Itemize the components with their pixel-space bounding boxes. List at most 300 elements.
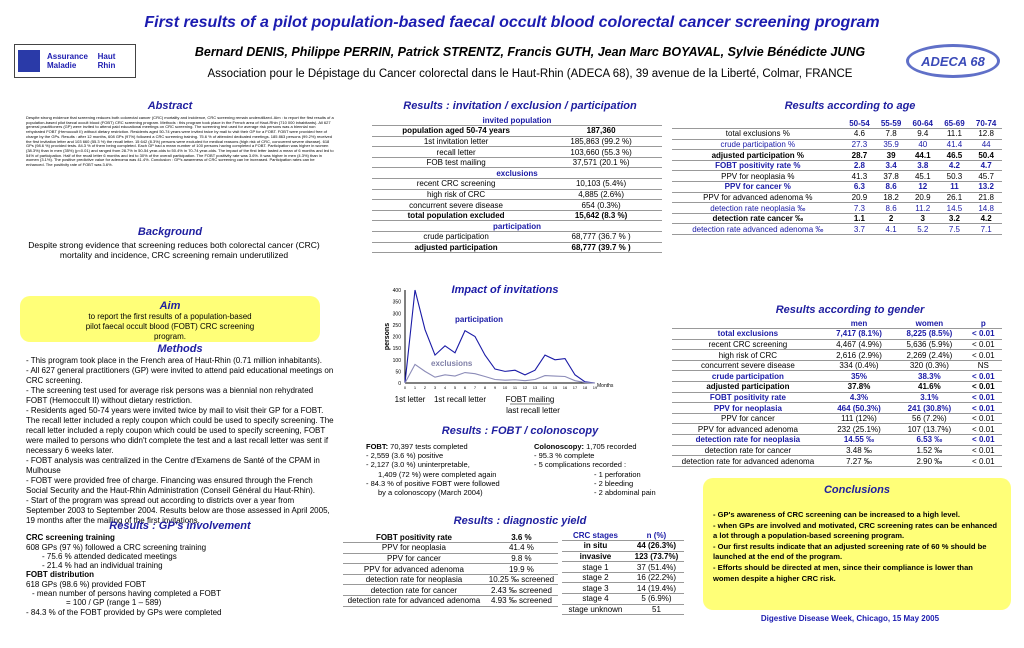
gender-value: 334 (0.4%) bbox=[824, 360, 894, 371]
invitation-chart bbox=[345, 280, 625, 420]
gender-label: concurrent severe disease bbox=[672, 360, 824, 371]
gender-value: 3.1% bbox=[894, 392, 964, 403]
conclusion-line: - Efforts should be directed at men, since their compliance is lower than women despite a higher CRC risk. bbox=[713, 562, 973, 583]
age-label: PPV for neoplasia % bbox=[672, 171, 844, 182]
age-value: 11.2 bbox=[907, 203, 939, 214]
fobt-line-text: 1,705 recorded bbox=[584, 442, 637, 451]
age-value: 44 bbox=[970, 139, 1002, 150]
age-col-head: 65-69 bbox=[939, 118, 971, 129]
crc-row bbox=[562, 572, 684, 583]
age-value: 12.8 bbox=[970, 129, 1002, 140]
chart-x-tick: 7 bbox=[473, 385, 477, 390]
crc-row bbox=[562, 562, 684, 573]
gender-value: 7.27 ‰ bbox=[824, 456, 894, 467]
gender-heading: Results according to gender bbox=[775, 304, 925, 316]
crc-n: 5 (6.9%) bbox=[629, 594, 684, 605]
diag-value: 19.9 % bbox=[485, 564, 558, 575]
age-value: 1.1 bbox=[844, 213, 876, 224]
gender-row bbox=[672, 424, 1002, 435]
gender-value: < 0.01 bbox=[965, 445, 1002, 456]
invitation-row bbox=[372, 136, 662, 147]
gender-value: 2.90 ‰ bbox=[894, 456, 964, 467]
fobt-line bbox=[366, 451, 546, 460]
invitation-value: 4,885 (2.6%) bbox=[540, 189, 662, 200]
invitation-label: FOB test mailing bbox=[372, 157, 540, 168]
chart-x-tick: 14 bbox=[542, 385, 548, 390]
gender-value: < 0.01 bbox=[965, 392, 1002, 403]
invitation-section: exclusions bbox=[372, 168, 662, 179]
gp-line: - 84.3 % of the FOBT provided by GPs were completed bbox=[26, 607, 222, 617]
age-value: 6.3 bbox=[844, 182, 876, 193]
chart-x-tick: 17 bbox=[572, 385, 578, 390]
age-value: 50.4 bbox=[970, 150, 1002, 161]
age-head-blank bbox=[672, 118, 844, 129]
gp-line: - 75.6 % attended dedicated meetings bbox=[42, 551, 177, 561]
gender-row bbox=[672, 413, 1002, 424]
gender-value: NS bbox=[965, 360, 1002, 371]
diag-label: PPV for neoplasia bbox=[343, 543, 485, 554]
chart-x-tick: 18 bbox=[582, 385, 588, 390]
gender-table bbox=[672, 318, 1002, 467]
invitation-label: high risk of CRC bbox=[372, 189, 540, 200]
crc-n: 123 (73.7%) bbox=[629, 551, 684, 562]
age-value: 27.3 bbox=[844, 139, 876, 150]
age-row bbox=[672, 129, 1002, 140]
crc-head-row bbox=[562, 530, 684, 541]
diag-row bbox=[343, 543, 558, 554]
gender-value: < 0.01 bbox=[965, 413, 1002, 424]
fobt-line bbox=[534, 470, 694, 479]
gender-label: PPV for advanced adenoma bbox=[672, 424, 824, 435]
age-value: 2.8 bbox=[844, 160, 876, 171]
age-label: total exclusions % bbox=[672, 129, 844, 140]
age-col-head: 70-74 bbox=[970, 118, 1002, 129]
conclusion-line: - GP's awareness of CRC screening can be increased to a high level. bbox=[713, 510, 961, 519]
age-value: 18.2 bbox=[875, 192, 907, 203]
invitation-value: 10,103 (5.4%) bbox=[540, 179, 662, 190]
age-value: 50.3 bbox=[939, 171, 971, 182]
gender-value: 2,269 (2.4%) bbox=[894, 350, 964, 361]
age-table bbox=[672, 118, 1002, 235]
diag-value: 4.93 ‰ screened bbox=[485, 596, 558, 607]
gender-value: 35% bbox=[824, 371, 894, 382]
invitation-value: 185,863 (99.2 %) bbox=[540, 136, 662, 147]
age-row bbox=[672, 182, 1002, 193]
invitation-value: 68,777 (36.7 % ) bbox=[540, 232, 662, 243]
invitation-row bbox=[372, 232, 662, 243]
affiliation: Association pour le Dépistage du Cancer colorectal dans le Haut-Rhin (ADECA 68), 39 avenue de la Liberté, Colmar, FRANCE bbox=[207, 68, 853, 80]
gender-value: 41.6% bbox=[894, 382, 964, 393]
gender-label: high risk of CRC bbox=[672, 350, 824, 361]
invitation-label: recall letter bbox=[372, 147, 540, 158]
age-value: 2 bbox=[875, 213, 907, 224]
age-value: 20.9 bbox=[844, 192, 876, 203]
diag-label: PPV for advanced adenoma bbox=[343, 564, 485, 575]
fobt-line bbox=[366, 460, 546, 469]
gender-label: crude participation bbox=[672, 371, 824, 382]
age-value: 14.8 bbox=[970, 203, 1002, 214]
age-value: 4.1 bbox=[875, 224, 907, 235]
chart-x-tick: 3 bbox=[433, 385, 437, 390]
chart-annotation: last recall letter bbox=[506, 406, 560, 415]
age-value: 45.1 bbox=[907, 171, 939, 182]
gender-label: detection rate for advanced adenoma bbox=[672, 456, 824, 467]
age-value: 4.2 bbox=[939, 160, 971, 171]
fobt-line-text: by a colonoscopy (March 2004) bbox=[378, 488, 483, 498]
poster-title: First results of a pilot population-based faecal occult blood colorectal cancer screening program bbox=[144, 14, 880, 31]
age-value: 7.5 bbox=[939, 224, 971, 235]
gender-value: 14.55 ‰ bbox=[824, 435, 894, 446]
invitation-label: concurrent severe disease bbox=[372, 200, 540, 211]
gp-line: - mean number of persons having completed a FOBT bbox=[32, 589, 221, 599]
crc-n: 37 (51.4%) bbox=[629, 562, 684, 573]
gender-row bbox=[672, 435, 1002, 446]
invitation-heading: Results : invitation / exclusion / participation bbox=[403, 100, 637, 112]
methods-line: - Residents aged 50-74 years were invited twice by mail to visit their GP for a FOBT. The recall letter included a reply coupon which could be used to specify screening. The recall letter included a reply coupon which could be used to specify screening, FOBT were mailed to persons who didn't complete the test and a last recall letter was sent if necessary 6 weeks later. bbox=[26, 406, 334, 455]
age-row bbox=[672, 203, 1002, 214]
diag-row bbox=[343, 596, 558, 607]
invitation-chart-svg bbox=[345, 280, 625, 420]
fobt-line-text: - 2 bleeding bbox=[594, 478, 634, 488]
gender-label: detection rate for neoplasia bbox=[672, 435, 824, 446]
age-value: 9.4 bbox=[907, 129, 939, 140]
logo-right: ADECA 68 bbox=[906, 44, 1000, 78]
gp-heading: Results : GP's involvement bbox=[109, 520, 251, 532]
fobt-line-text: 1,409 (72 %) were completed again bbox=[378, 469, 497, 479]
age-value: 3.2 bbox=[939, 213, 971, 224]
fobt-line bbox=[534, 488, 694, 497]
conclusions-box bbox=[703, 478, 1011, 610]
invitation-label: adjusted participation bbox=[372, 242, 540, 253]
diag-row bbox=[343, 574, 558, 585]
chart-y-tick: 50 bbox=[395, 369, 401, 376]
age-value: 37.8 bbox=[875, 171, 907, 182]
fobt-line-text: - 84.3 % of positive FOBT were followed bbox=[366, 478, 500, 488]
gp-line: FOBT distribution bbox=[26, 570, 94, 580]
diag-label: PPV for cancer bbox=[343, 553, 485, 564]
age-value: 4.7 bbox=[970, 160, 1002, 171]
crc-row bbox=[562, 604, 684, 615]
age-col-head: 50-54 bbox=[844, 118, 876, 129]
age-value: 3 bbox=[907, 213, 939, 224]
methods-line: - This program took place in the French area of Haut-Rhin (0.71 million inhabitants). bbox=[26, 356, 322, 365]
age-value: 20.9 bbox=[907, 192, 939, 203]
methods-section bbox=[26, 344, 334, 526]
conclusion-line: - Our first results indicate that an adjusted screening rate of 60 % should be launched at the end of the program. bbox=[713, 541, 987, 562]
age-label: adjusted participation % bbox=[672, 150, 844, 161]
gender-value: 8,225 (8.5%) bbox=[894, 329, 964, 340]
chart-x-label: Months bbox=[597, 383, 614, 389]
methods-heading: Methods bbox=[157, 343, 203, 355]
chart-y-tick: 250 bbox=[392, 322, 401, 329]
gender-value: 107 (13.7%) bbox=[894, 424, 964, 435]
diag-value: 41.4 % bbox=[485, 543, 558, 554]
chart-x-tick: 19 bbox=[592, 385, 598, 390]
age-value: 35.9 bbox=[875, 139, 907, 150]
fobt-right bbox=[534, 442, 694, 497]
age-col-head: 60-64 bbox=[907, 118, 939, 129]
age-col-head: 55-59 bbox=[875, 118, 907, 129]
gender-head-blank bbox=[672, 318, 824, 329]
chart-x-tick: 5 bbox=[453, 385, 457, 390]
gender-value: < 0.01 bbox=[965, 424, 1002, 435]
invitation-row bbox=[372, 189, 662, 200]
fobt-line bbox=[366, 442, 546, 451]
age-label: PPV for advanced adenoma % bbox=[672, 192, 844, 203]
diag-value: 9.8 % bbox=[485, 553, 558, 564]
fobt-line bbox=[534, 451, 694, 460]
chart-x-tick: 9 bbox=[493, 385, 497, 390]
invitation-label: 1st invitation letter bbox=[372, 136, 540, 147]
chart-y-tick: 200 bbox=[392, 334, 401, 341]
gender-value: 2,616 (2.9%) bbox=[824, 350, 894, 361]
age-label: detection rate neoplasia ‰ bbox=[672, 203, 844, 214]
fobt-left bbox=[366, 442, 546, 497]
logo-left-b: Haut Rhin bbox=[97, 52, 116, 70]
chart-x-tick: 4 bbox=[443, 385, 447, 390]
gp-line: CRC screening training bbox=[26, 533, 115, 543]
crc-stage: stage 3 bbox=[562, 583, 629, 594]
chart-y-tick: 400 bbox=[392, 288, 401, 294]
fobt-line-text: - 5 complications recorded : bbox=[534, 460, 627, 470]
invitation-value: 37,571 (20.1 %) bbox=[540, 157, 662, 168]
chart-series-label: participation bbox=[455, 315, 504, 324]
fobt-line-text: - 2 abdominal pain bbox=[594, 488, 656, 498]
gender-value: < 0.01 bbox=[965, 329, 1002, 340]
age-value: 45.7 bbox=[970, 171, 1002, 182]
gender-value: < 0.01 bbox=[965, 456, 1002, 467]
gender-row bbox=[672, 382, 1002, 393]
age-label: PPV for cancer % bbox=[672, 182, 844, 193]
invitation-row bbox=[372, 147, 662, 158]
age-value: 41.3 bbox=[844, 171, 876, 182]
age-value: 14.5 bbox=[939, 203, 971, 214]
chart-x-tick: 12 bbox=[522, 385, 528, 390]
fobt-line-text: - 95.3 % complete bbox=[534, 451, 595, 461]
age-value: 8.6 bbox=[875, 203, 907, 214]
invitation-section: participation bbox=[372, 221, 662, 232]
age-value: 13.2 bbox=[970, 182, 1002, 193]
gender-value: < 0.01 bbox=[965, 403, 1002, 414]
invitation-label: crude participation bbox=[372, 232, 540, 243]
methods-line: - FOBT were provided free of charge. Financing was ensured through the French Social Security and the Haut-Rhin Administration (Conseil Général du Haut-Rhin). bbox=[26, 476, 316, 495]
fobt-line-bold: FOBT: bbox=[366, 442, 389, 451]
gender-row bbox=[672, 456, 1002, 467]
invitation-label: total population excluded bbox=[372, 210, 540, 221]
invitation-value: 15,642 (8.3 %) bbox=[540, 210, 662, 221]
age-row bbox=[672, 171, 1002, 182]
chart-title: Impact of invitations bbox=[451, 284, 559, 296]
invitation-table bbox=[372, 115, 662, 253]
gender-col-head: women bbox=[894, 318, 964, 329]
gender-row bbox=[672, 350, 1002, 361]
age-row bbox=[672, 150, 1002, 161]
crc-n: 51 bbox=[629, 604, 684, 615]
fobt-line-text: - 1 perforation bbox=[594, 469, 641, 479]
conclusions-heading: Conclusions bbox=[823, 484, 890, 496]
age-value: 4.2 bbox=[970, 213, 1002, 224]
age-value: 3.8 bbox=[907, 160, 939, 171]
gender-row bbox=[672, 360, 1002, 371]
chart-series-label: exclusions bbox=[431, 359, 473, 368]
age-row bbox=[672, 224, 1002, 235]
fobt-line-text: - 2,559 (3.6 %) positive bbox=[366, 451, 444, 461]
gender-col-head: men bbox=[824, 318, 894, 329]
age-value: 3.4 bbox=[875, 160, 907, 171]
gender-head-row bbox=[672, 318, 1002, 329]
invitation-row bbox=[372, 168, 662, 179]
gender-value: 4.3% bbox=[824, 392, 894, 403]
background-heading: Background bbox=[137, 226, 203, 238]
fobt-heading: Results : FOBT / colonoscopy bbox=[441, 425, 599, 437]
gender-value: 111 (12%) bbox=[824, 413, 894, 424]
gp-line: - 21.4 % had an individual training bbox=[42, 561, 163, 571]
gender-value: < 0.01 bbox=[965, 339, 1002, 350]
fobt-line bbox=[366, 488, 546, 497]
diag-row bbox=[343, 553, 558, 564]
gender-row bbox=[672, 403, 1002, 414]
invitation-row bbox=[372, 210, 662, 221]
crc-head: n (%) bbox=[629, 530, 684, 541]
chart-x-tick: 2 bbox=[423, 385, 427, 390]
age-value: 7.3 bbox=[844, 203, 876, 214]
crc-stage: stage 1 bbox=[562, 562, 629, 573]
chart-x-tick: 16 bbox=[562, 385, 568, 390]
aim-box bbox=[20, 296, 320, 342]
methods-line: - All 627 general practitioners (GP) were invited to attend paid educational meetings on CRC screening. bbox=[26, 366, 334, 385]
invitation-value: 654 (0.3%) bbox=[540, 200, 662, 211]
age-value: 11 bbox=[939, 182, 971, 193]
chart-x-tick: 6 bbox=[463, 385, 467, 390]
age-head-row bbox=[672, 118, 1002, 129]
invitation-value: 187,360 bbox=[540, 126, 662, 137]
gender-row bbox=[672, 371, 1002, 382]
gender-label: detection rate for cancer bbox=[672, 445, 824, 456]
crc-row bbox=[562, 551, 684, 562]
diag-heading: Results : diagnostic yield bbox=[453, 515, 587, 527]
chart-y-tick: 150 bbox=[392, 346, 401, 353]
age-value: 11.1 bbox=[939, 129, 971, 140]
invitation-row bbox=[372, 179, 662, 190]
age-value: 8.6 bbox=[875, 182, 907, 193]
gender-value: 1.52 ‰ bbox=[894, 445, 964, 456]
diag-label: detection rate for neoplasia bbox=[343, 574, 485, 585]
chart-x-tick: 11 bbox=[512, 385, 518, 390]
gender-value: 7,417 (8.1%) bbox=[824, 329, 894, 340]
abstract-heading: Abstract bbox=[147, 100, 193, 112]
crc-n: 14 (19.4%) bbox=[629, 583, 684, 594]
conclusions-text bbox=[703, 496, 1011, 584]
chart-annotation: 1st letter bbox=[394, 395, 426, 404]
age-label: FOBT positivity rate % bbox=[672, 160, 844, 171]
abstract-text: Despite strong evidence that screening reduces both colorectal cancer (CRC) mortality and incidence, CRC screening remain underutilized. Aim : to report the first results of a population-based pilot faecal occult blood (FOBT) CRC screening program. Methods : this program took place in the French area of Haut-Rhin (710 000 inhabitants). All 627 general practitioners (GP) were invited to attend paid educational meetings on CRC screening. The screening test used for average risk persons was a biennial non rehydrated FOBT (Hemoccult II) without dietary restriction. Residents aged 50-74 years were invited twice by mail to visit their GP for a FOBT. FOBT were provided free of charge by the GPs. Results : after 12 months, 608 GPs (97%) followed a CRC screening training. 75.6 % of attended dedicated meetings. 185 863 persons (99.2%) received the first invitation letter and 103 660 (55.3 %) the recall letter. 15 642 (8.3%) persons were excluded for medical reasons (high risk of CRC, concurrent severe disease). 618 GPs (98.6 %) provided tests. 84.3 % of them being completed. Each GP had a mean number of 100 persons having completed a FOBT. Participation was higher in women (38.3%) than in men (35%) (p<0.01) and ranged from 28.7% in 50-54 year-olds to 50.4% in 70-74 year-olds. The impact of the first letter lasted a mean of 6 months and led to 54% of participation. Half of the recall letter 6 months and led to 30% of the overall participation. The FOBT positivity rate was 3.6%. It was higher in men (4.3%) than in women (3.1%). The positive predictive value for adenoma was 41.4%. Conclusion : GP's awareness of CRC screening can be increased. Participation rates can be enhanced. The positivity rate of FOBT was 3.6%. bbox=[26, 116, 334, 168]
age-value: 41.4 bbox=[939, 139, 971, 150]
gender-value: < 0.01 bbox=[965, 382, 1002, 393]
fobt-line-bold: Colonoscopy: bbox=[534, 442, 584, 451]
crc-row bbox=[562, 541, 684, 552]
methods-line: - The screening test used for average risk persons was a biennial non rehydrated FOBT (Hemoccult II) without dietary restriction. bbox=[26, 386, 314, 405]
crc-row bbox=[562, 594, 684, 605]
chart-x-tick: 1 bbox=[413, 385, 417, 390]
gender-value: 56 (7.2%) bbox=[894, 413, 964, 424]
gender-value: < 0.01 bbox=[965, 371, 1002, 382]
methods-line: - Start of the program was spread out according to districts over a year from September 2003 to September 2004. Results below are those assessed in April 2005, 19 months after the mailing of the first invitations. bbox=[26, 496, 330, 525]
gender-row bbox=[672, 445, 1002, 456]
chart-x-tick: 0 bbox=[403, 385, 407, 390]
gender-label: recent CRC screening bbox=[672, 339, 824, 350]
background-text: Despite strong evidence that screening reduces both colorectal cancer (CRC) mortality and incidence, CRC screening remain underutilized bbox=[28, 240, 320, 260]
age-value: 5.2 bbox=[907, 224, 939, 235]
crc-stage: stage unknown bbox=[562, 604, 629, 615]
age-label: detection rate cancer ‰ bbox=[672, 213, 844, 224]
gp-line: 608 GPs (97 %) followed a CRC screening training bbox=[26, 542, 207, 552]
age-value: 3.7 bbox=[844, 224, 876, 235]
invitation-row bbox=[372, 157, 662, 168]
invitation-row bbox=[372, 221, 662, 232]
age-row bbox=[672, 160, 1002, 171]
gender-label: FOBT positivity rate bbox=[672, 392, 824, 403]
age-label: crude participation % bbox=[672, 139, 844, 150]
chart-annotation: 1st recall letter bbox=[433, 395, 487, 404]
invitation-row bbox=[372, 200, 662, 211]
age-row bbox=[672, 213, 1002, 224]
chart-y-tick: 300 bbox=[392, 311, 401, 318]
gender-value: 464 (50.3%) bbox=[824, 403, 894, 414]
crc-stage: invasive bbox=[562, 551, 629, 562]
invitation-label: population aged 50-74 years bbox=[372, 126, 540, 137]
chart-x-tick: 10 bbox=[502, 385, 508, 390]
gp-line: 618 GPs (98.6 %) provided FOBT bbox=[26, 579, 147, 589]
fobt-line-text: - 2,127 (3.0 %) uninterpretable, bbox=[366, 460, 470, 470]
chart-x-tick: 8 bbox=[483, 385, 487, 390]
chart-x-tick: 13 bbox=[532, 385, 538, 390]
diag-value: 3.6 % bbox=[485, 532, 558, 543]
aim-heading: Aim bbox=[159, 300, 181, 312]
aim-text: to report the first results of a population-based pilot faecal occult blood (FOBT) CRC screening program. bbox=[85, 312, 255, 341]
fobt-line bbox=[534, 479, 694, 488]
gender-value: < 0.01 bbox=[965, 350, 1002, 361]
age-value: 39 bbox=[875, 150, 907, 161]
diag-value: 10.25 ‰ screened bbox=[485, 574, 558, 585]
age-value: 21.8 bbox=[970, 192, 1002, 203]
gp-line: = 100 / GP (range 1 – 589) bbox=[66, 598, 162, 608]
invitation-row bbox=[372, 115, 662, 126]
crc-row bbox=[562, 583, 684, 594]
age-value: 7.1 bbox=[970, 224, 1002, 235]
fobt-line-text: 70,397 tests completed bbox=[388, 442, 468, 451]
invitation-value: 103,660 (55.3 %) bbox=[540, 147, 662, 158]
gender-row bbox=[672, 392, 1002, 403]
conference-footer: Digestive Disease Week, Chicago, 15 May 2005 bbox=[760, 614, 940, 623]
age-row bbox=[672, 139, 1002, 150]
gender-col-head: p bbox=[965, 318, 1002, 329]
gender-row bbox=[672, 339, 1002, 350]
crc-stage: stage 2 bbox=[562, 572, 629, 583]
chart-y-tick: 350 bbox=[392, 299, 401, 306]
diag-value: 2.43 ‰ screened bbox=[485, 585, 558, 596]
crc-stage: in situ bbox=[562, 541, 629, 552]
chart-y-tick: 0 bbox=[398, 381, 401, 387]
gender-value: 37.8% bbox=[824, 382, 894, 393]
age-value: 44.1 bbox=[907, 150, 939, 161]
crc-n: 44 (26.3%) bbox=[629, 541, 684, 552]
gender-label: total exclusions bbox=[672, 329, 824, 340]
age-label: detection rate advanced adenoma ‰ bbox=[672, 224, 844, 235]
gender-value: 5,636 (5.9%) bbox=[894, 339, 964, 350]
fobt-line bbox=[366, 479, 546, 488]
gender-value: 38.3% bbox=[894, 371, 964, 382]
chart-x-tick: 15 bbox=[552, 385, 558, 390]
